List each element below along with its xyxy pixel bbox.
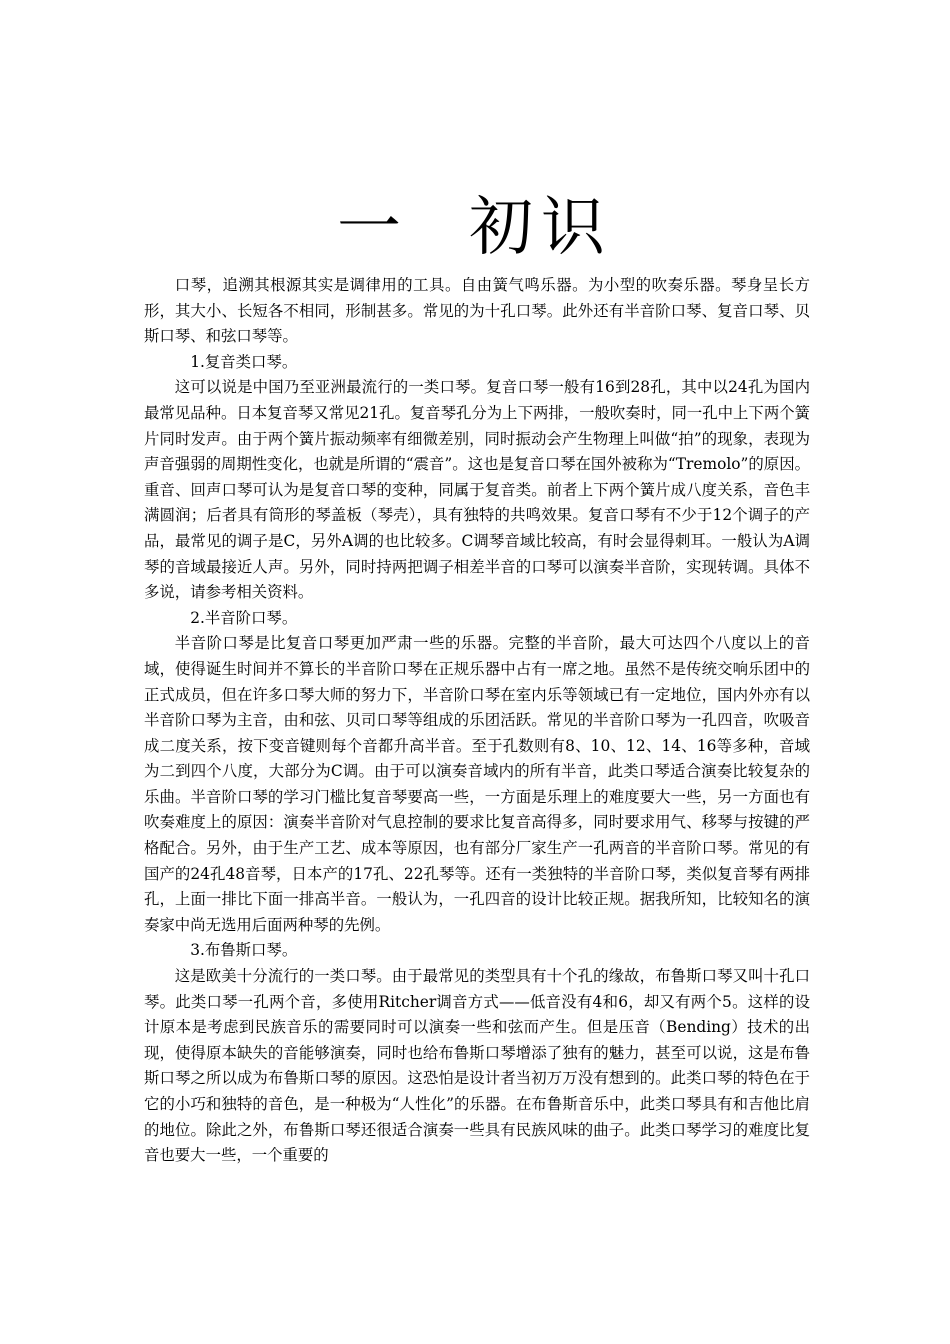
page-title [0, 188, 950, 268]
paragraph: 这是欧美十分流行的一类口琴。由于最常见的类型具有十个孔的缘故，布鲁斯口琴又叫十孔口琴。此类口琴一孔两个音，多使用Ritcher调音方式——低音没有4和6，却又有两个5。这样的设计原本是考虑到民族音乐的需要同时可以演奏一些和弦而产生。但是压音（Bending）技术的出现，使得原本缺失的音能够演奏，同时也给布鲁斯口琴增添了独有的魅力，甚至可以说，这是布鲁斯口琴之所以成为布鲁斯口琴的原因。这恐怕是设计者当初万万没有想到的。此类口琴的特色在于它的小巧和独特的音色，是一种极为“人性化”的乐器。在布鲁斯音乐中，此类口琴具有和吉他比肩的地位。除此之外，布鲁斯口琴还很适合演奏一些具有民族风味的曲子。此类口琴学习的难度比复音也要大一些，一个重要的 [144, 967, 810, 1165]
document-body [144, 273, 810, 1169]
paragraph: 半音阶口琴是比复音口琴更加严肃一些的乐器。完整的半音阶，最大可达四个八度以上的音域，使得诞生时间并不算长的半音阶口琴在正规乐器中占有一席之地。虽然不是传统交响乐团中的正式成员，但在许多口琴大师的努力下，半音阶口琴在室内乐等领域已有一定地位，国内外亦有以半音阶口琴为主音，由和弦、贝司口琴等组成的乐团活跃。常见的半音阶口琴为一孔四音，吹吸音成二度关系，按下变音键则每个音都升高半音。至于孔数则有8、10、12、14、16等多种，音域为二到四个八度，大部分为C调。由于可以演奏音域内的所有半音，此类口琴适合演奏比较复杂的乐曲。半音阶口琴的学习门槛比复音琴要高一些，一方面是乐理上的难度要大一些，另一方面也有吹奏难度上的原因：演奏半音阶对气息控制的要求比复音高得多，同时要求用气、移琴与按键的严格配合。另外，由于生产工艺、成本等原因，也有部分厂家生产一孔两音的半音阶口琴。常见的有国产的24孔48音琴，日本产的17孔、22孔琴等。还有一类独特的半音阶口琴，类似复音琴有两排孔，上面一排比下面一排高半音。一般认为，一孔四音的设计比较正规。据我所知，比较知名的演奏家中尚无选用后面两种琴的先例。 [144, 634, 810, 934]
section-heading: 3.布鲁斯口琴。 [190, 941, 298, 960]
paragraph: 口琴，追溯其根源其实是调律用的工具。自由簧气鸣乐器。为小型的吹奏乐器。琴身呈长方形，其大小、长短各不相同，形制甚多。常见的为十孔口琴。此外还有半音阶口琴、复音口琴、贝斯口琴、和弦口琴等。 [144, 276, 810, 346]
chapter-title: 初识 [469, 191, 613, 265]
section-heading: 2.半音阶口琴。 [190, 608, 298, 627]
chapter-number: 一 [337, 191, 409, 265]
section-heading: 1.复音类口琴。 [190, 352, 298, 371]
paragraph: 这可以说是中国乃至亚洲最流行的一类口琴。复音口琴一般有16到28孔，其中以24孔为国内最常见品种。日本复音琴又常见21孔。复音琴孔分为上下两排，一般吹奏时，同一孔中上下两个簧片同时发声。由于两个簧片振动频率有细微差别，同时振动会产生物理上叫做“拍”的现象，表现为声音强弱的周期性变化，也就是所谓的“震音”。这也是复音口琴在国外被称为“Tremolo”的原因。重音、回声口琴可认为是复音口琴的变种，同属于复音类。前者上下两个簧片成八度关系，音色丰满圆润；后者具有筒形的琴盖板（琴壳），具有独特的共鸣效果。复音口琴有不少于12个调子的产品，最常见的调子是C，另外A调的也比较多。C调琴音域比较高，有时会显得刺耳。一般认为A调琴的音域最接近人声。另外，同时持两把调子相差半音的口琴可以演奏半音阶，实现转调。具体不多说，请参考相关资料。 [144, 378, 810, 602]
